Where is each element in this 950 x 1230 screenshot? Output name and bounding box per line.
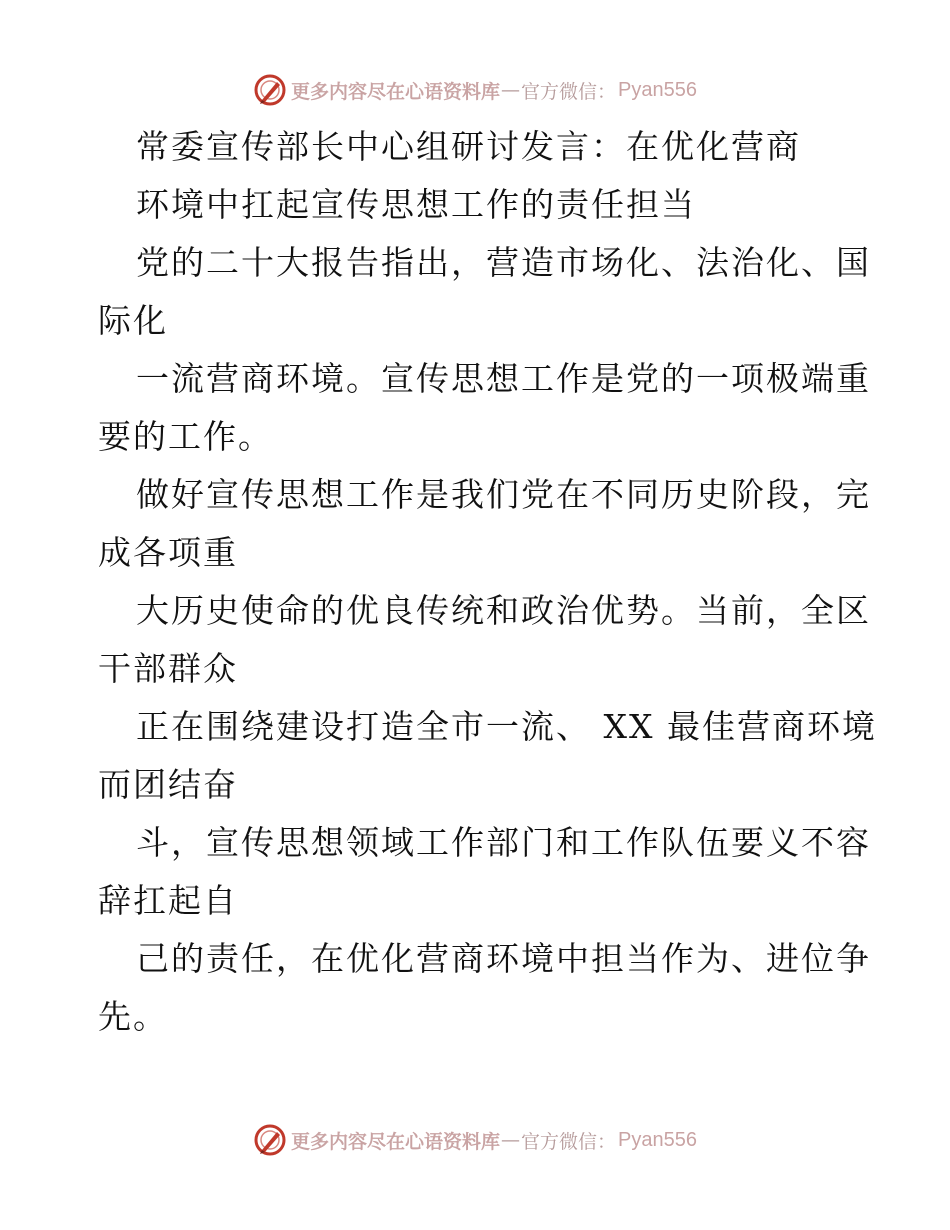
paragraph-line: 一流营商环境。宣传思想工作是党的一项极端重 <box>136 359 871 398</box>
header-banner <box>0 72 950 108</box>
banner-wechat-id: Pyan556 <box>618 1128 697 1151</box>
footer-banner <box>0 1122 950 1158</box>
banner-separator: — <box>501 1129 521 1151</box>
paragraph-line: 辞扛起自 <box>98 881 238 920</box>
paragraph-line: 做好宣传思想工作是我们党在不同历史阶段，完 <box>136 475 871 514</box>
paragraph-line: 大历史使命的优良传统和政治优势。当前，全区 <box>136 591 871 630</box>
paragraph-line: 先。 <box>98 997 168 1036</box>
paragraph-line: 而团结奋 <box>98 765 238 804</box>
banner-wechat-label: 官方微信： <box>521 1130 617 1153</box>
banner-wechat-label: 官方微信： <box>521 80 617 103</box>
paragraph-line: 要的工作。 <box>98 417 273 456</box>
title-line-1: 常委宣传部长中心组研讨发言：在优化营商 <box>136 127 801 166</box>
banner-separator: — <box>501 79 521 101</box>
document-body <box>98 118 877 1046</box>
title-line-2: 环境中扛起宣传思想工作的责任担当 <box>136 185 696 224</box>
paragraph-line: 己的责任，在优化营商环境中担当作为、进位争 <box>136 939 871 978</box>
banner-title: 更多内容尽在心语资料库 <box>291 1130 501 1153</box>
pen-logo-icon <box>253 1123 287 1157</box>
banner-title: 更多内容尽在心语资料库 <box>291 80 501 103</box>
paragraph-line: 干部群众 <box>98 649 238 688</box>
paragraph-line: 党的二十大报告指出，营造市场化、法治化、国 <box>136 243 871 282</box>
paragraph-line: 际化 <box>98 301 168 340</box>
pen-logo-icon <box>253 73 287 107</box>
paragraph-line: 成各项重 <box>98 533 238 572</box>
banner-wechat-id: Pyan556 <box>618 78 697 101</box>
paragraph-line: 正在围绕建设打造全市一流、 XX 最佳营商环境 <box>136 707 877 746</box>
paragraph-line: 斗，宣传思想领域工作部门和工作队伍要义不容 <box>136 823 871 862</box>
